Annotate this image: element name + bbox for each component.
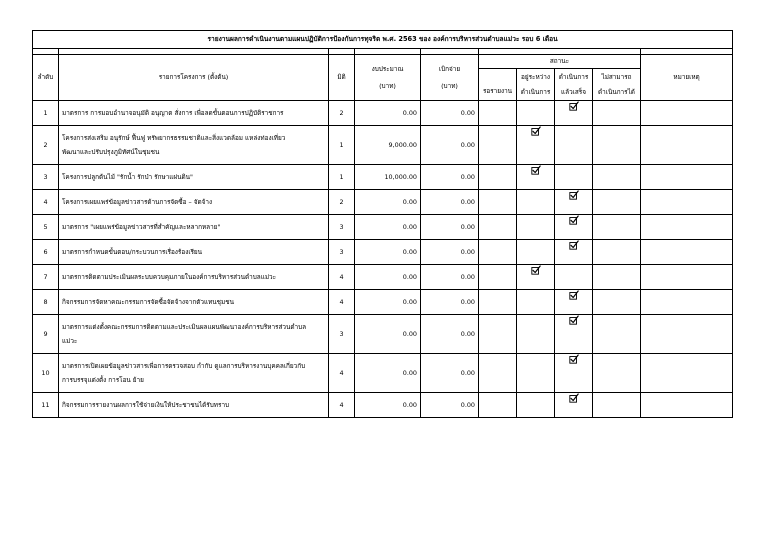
header-status-in-progress-line2: ดำเนินการ bbox=[520, 87, 551, 96]
row-dimension: 4 bbox=[329, 265, 355, 290]
row-project-line1: มาตรการ "เผยแพร่ข้อมูลข่าวสารที่สำคัญและหลากหลาย" bbox=[62, 222, 221, 231]
header-status-unable bbox=[593, 69, 641, 101]
row-budget: 9,000.00 bbox=[355, 126, 421, 165]
row-order: 10 bbox=[33, 354, 59, 393]
header-budget-line2: (บาท) bbox=[379, 81, 396, 90]
row-project bbox=[59, 240, 329, 265]
status-unable-cell bbox=[593, 265, 641, 290]
status-waiting-cell bbox=[479, 215, 517, 240]
table-row bbox=[33, 165, 733, 190]
header-status-in-progress bbox=[517, 69, 555, 101]
table-row bbox=[33, 290, 733, 315]
status-done-cell bbox=[555, 126, 593, 165]
row-budget: 0.00 bbox=[355, 101, 421, 126]
status-in-progress-cell bbox=[517, 354, 555, 393]
checkbox-checked-icon bbox=[569, 397, 579, 405]
checkbox-checked-icon bbox=[531, 169, 541, 177]
row-dimension: 4 bbox=[329, 393, 355, 418]
row-project-line1: กิจกรรมการจัดหาคณะกรรมการจัดซื้อจัดจ้างจากตัวแทนชุมชน bbox=[62, 297, 234, 306]
row-project bbox=[59, 354, 329, 393]
checkbox-checked-icon bbox=[569, 105, 579, 113]
status-unable-cell bbox=[593, 240, 641, 265]
row-project bbox=[59, 215, 329, 240]
row-budget: 0.00 bbox=[355, 265, 421, 290]
status-waiting-cell bbox=[479, 165, 517, 190]
table-row bbox=[33, 126, 733, 165]
status-in-progress-cell bbox=[517, 190, 555, 215]
status-in-progress-cell bbox=[517, 101, 555, 126]
report-table bbox=[32, 30, 733, 418]
row-order: 6 bbox=[33, 240, 59, 265]
table-row bbox=[33, 265, 733, 290]
status-waiting-cell bbox=[479, 290, 517, 315]
status-done-cell bbox=[555, 315, 593, 354]
row-remarks bbox=[641, 101, 733, 126]
header-budget bbox=[355, 55, 421, 101]
row-spent: 0.00 bbox=[421, 315, 479, 354]
status-done-cell bbox=[555, 215, 593, 240]
status-done-cell bbox=[555, 265, 593, 290]
status-unable-cell bbox=[593, 290, 641, 315]
row-budget: 0.00 bbox=[355, 315, 421, 354]
row-spent: 0.00 bbox=[421, 190, 479, 215]
row-dimension: 1 bbox=[329, 165, 355, 190]
header-project: รายการโครงการ (ตั้งต้น) bbox=[59, 55, 329, 101]
table-row bbox=[33, 354, 733, 393]
row-spent: 0.00 bbox=[421, 290, 479, 315]
row-remarks bbox=[641, 393, 733, 418]
table-row bbox=[33, 393, 733, 418]
row-remarks bbox=[641, 126, 733, 165]
row-budget: 0.00 bbox=[355, 354, 421, 393]
row-order: 8 bbox=[33, 290, 59, 315]
header-order: ลำดับ bbox=[33, 55, 59, 101]
status-in-progress-cell bbox=[517, 126, 555, 165]
status-waiting-cell bbox=[479, 240, 517, 265]
header-status-in-progress-line1: อยู่ระหว่าง bbox=[521, 72, 550, 81]
row-project-line2: การบรรจุแต่งตั้ง การโอน ย้าย bbox=[62, 375, 144, 384]
row-remarks bbox=[641, 190, 733, 215]
status-waiting-cell bbox=[479, 101, 517, 126]
row-remarks bbox=[641, 315, 733, 354]
row-order: 11 bbox=[33, 393, 59, 418]
row-budget: 0.00 bbox=[355, 290, 421, 315]
status-unable-cell bbox=[593, 190, 641, 215]
header-remarks: หมายเหตุ bbox=[641, 55, 733, 101]
status-unable-cell bbox=[593, 126, 641, 165]
status-waiting-cell bbox=[479, 265, 517, 290]
row-spent: 0.00 bbox=[421, 240, 479, 265]
status-waiting-cell bbox=[479, 354, 517, 393]
table-row bbox=[33, 101, 733, 126]
header-spent-line2: (บาท) bbox=[441, 81, 458, 90]
row-project-line2: พัฒนาและปรับปรุงภูมิทัศน์ในชุมชน bbox=[62, 147, 160, 156]
report-body bbox=[33, 101, 733, 418]
row-dimension: 3 bbox=[329, 215, 355, 240]
status-done-cell bbox=[555, 393, 593, 418]
table-row bbox=[33, 190, 733, 215]
header-status-unable-line2: ดำเนินการได้ bbox=[598, 87, 635, 96]
status-in-progress-cell bbox=[517, 240, 555, 265]
checkbox-checked-icon bbox=[569, 194, 579, 202]
row-dimension: 1 bbox=[329, 126, 355, 165]
row-remarks bbox=[641, 215, 733, 240]
row-spent: 0.00 bbox=[421, 354, 479, 393]
row-dimension: 2 bbox=[329, 101, 355, 126]
row-project-line2: แม่วะ bbox=[62, 336, 78, 345]
header-status-done-line2: แล้วเสร็จ bbox=[561, 87, 586, 96]
status-unable-cell bbox=[593, 354, 641, 393]
status-in-progress-cell bbox=[517, 265, 555, 290]
row-order: 5 bbox=[33, 215, 59, 240]
checkbox-checked-icon bbox=[569, 244, 579, 252]
header-status-done-line1: ดำเนินการ bbox=[558, 72, 589, 81]
row-project bbox=[59, 265, 329, 290]
row-spent: 0.00 bbox=[421, 165, 479, 190]
row-project bbox=[59, 126, 329, 165]
row-remarks bbox=[641, 265, 733, 290]
row-project-line1: โครงการเผยแพร่ข้อมูลข่าวสารด้านการจัดซื้อ – จัดจ้าง bbox=[62, 197, 213, 206]
table-row bbox=[33, 315, 733, 354]
status-unable-cell bbox=[593, 315, 641, 354]
row-spent: 0.00 bbox=[421, 215, 479, 240]
row-project-line1: มาตรการ การมอบอำนาจอนุมัติ อนุญาต สั่งการ เพื่อลดขั้นตอนการปฏิบัติราชการ bbox=[62, 108, 284, 117]
row-budget: 0.00 bbox=[355, 190, 421, 215]
row-project-line1: โครงการส่งเสริม อนุรักษ์ ฟื้นฟู ทรัพยากรธรรมชาติและสิ่งแวดล้อม แหล่งท่องเที่ยว bbox=[62, 133, 286, 142]
row-budget: 0.00 bbox=[355, 215, 421, 240]
checkbox-checked-icon bbox=[531, 269, 541, 277]
checkbox-checked-icon bbox=[569, 294, 579, 302]
table-row bbox=[33, 215, 733, 240]
row-dimension: 4 bbox=[329, 354, 355, 393]
header-status: สถานะ bbox=[479, 55, 641, 69]
report-title: รายงานผลการดำเนินงานตามแผนปฏิบัติการป้องกันการทุจริต พ.ศ. 2563 ของ องค์การบริหารส่วนตำบลแม่วะ รอบ 6 เดือน bbox=[33, 31, 733, 49]
status-in-progress-cell bbox=[517, 290, 555, 315]
row-dimension: 3 bbox=[329, 315, 355, 354]
row-project bbox=[59, 315, 329, 354]
status-done-cell bbox=[555, 101, 593, 126]
checkbox-checked-icon bbox=[569, 319, 579, 327]
status-unable-cell bbox=[593, 165, 641, 190]
row-remarks bbox=[641, 354, 733, 393]
status-waiting-cell bbox=[479, 393, 517, 418]
row-dimension: 2 bbox=[329, 190, 355, 215]
header-status-unable-line1: ไม่สามารถ bbox=[601, 72, 632, 81]
row-remarks bbox=[641, 240, 733, 265]
header-status-waiting: รอรายงาน bbox=[479, 69, 517, 101]
status-done-cell bbox=[555, 190, 593, 215]
row-remarks bbox=[641, 290, 733, 315]
row-remarks bbox=[641, 165, 733, 190]
checkbox-checked-icon bbox=[569, 358, 579, 366]
row-project-line1: มาตรการแต่งตั้งคณะกรรมการติดตามและประเมินผลแผนพัฒนาองค์การบริหารส่วนตำบล bbox=[62, 322, 307, 331]
header-spent bbox=[421, 55, 479, 101]
row-project bbox=[59, 165, 329, 190]
checkbox-checked-icon bbox=[569, 219, 579, 227]
header-spent-line1: เบิกจ่าย bbox=[438, 64, 461, 73]
row-budget: 10,000.00 bbox=[355, 165, 421, 190]
row-dimension: 4 bbox=[329, 290, 355, 315]
status-done-cell bbox=[555, 290, 593, 315]
row-order: 1 bbox=[33, 101, 59, 126]
row-project-line1: โครงการปลูกต้นไม้ "รักน้ำ รักป่า รักษาแผ่นดิน" bbox=[62, 172, 193, 181]
row-dimension: 3 bbox=[329, 240, 355, 265]
status-unable-cell bbox=[593, 393, 641, 418]
header-status-done bbox=[555, 69, 593, 101]
status-waiting-cell bbox=[479, 315, 517, 354]
status-in-progress-cell bbox=[517, 215, 555, 240]
status-waiting-cell bbox=[479, 190, 517, 215]
status-unable-cell bbox=[593, 215, 641, 240]
status-in-progress-cell bbox=[517, 165, 555, 190]
header-dimension: มิติ bbox=[329, 55, 355, 101]
checkbox-checked-icon bbox=[531, 130, 541, 138]
status-in-progress-cell bbox=[517, 315, 555, 354]
status-done-cell bbox=[555, 165, 593, 190]
status-in-progress-cell bbox=[517, 393, 555, 418]
row-project-line1: มาตรการเปิดเผยข้อมูลข่าวสารเพื่อการตรวจสอบ กำกับ ดูแลการบริหารงานบุคคลเกี่ยวกับ bbox=[62, 361, 306, 370]
status-done-cell bbox=[555, 354, 593, 393]
row-project-line1: กิจกรรมการรายงานผลการใช้จ่ายเงินให้ประชาชนได้รับทราบ bbox=[62, 400, 230, 409]
row-project bbox=[59, 101, 329, 126]
row-order: 9 bbox=[33, 315, 59, 354]
row-order: 2 bbox=[33, 126, 59, 165]
status-waiting-cell bbox=[479, 126, 517, 165]
table-row bbox=[33, 240, 733, 265]
row-budget: 0.00 bbox=[355, 393, 421, 418]
row-project bbox=[59, 190, 329, 215]
row-order: 7 bbox=[33, 265, 59, 290]
row-project bbox=[59, 290, 329, 315]
status-done-cell bbox=[555, 240, 593, 265]
row-spent: 0.00 bbox=[421, 101, 479, 126]
row-order: 4 bbox=[33, 190, 59, 215]
row-order: 3 bbox=[33, 165, 59, 190]
row-spent: 0.00 bbox=[421, 126, 479, 165]
row-project bbox=[59, 393, 329, 418]
row-budget: 0.00 bbox=[355, 240, 421, 265]
row-project-line1: มาตรการกำหนดขั้นตอน/กระบวนการเรื่องร้องเรียน bbox=[62, 247, 203, 256]
row-project-line1: มาตรการติดตามประเมินผลระบบควบคุมภายในองค์การบริหารส่วนตำบลแม่วะ bbox=[62, 272, 277, 281]
row-spent: 0.00 bbox=[421, 265, 479, 290]
row-spent: 0.00 bbox=[421, 393, 479, 418]
header-budget-line1: งบประมาณ bbox=[371, 64, 404, 73]
status-unable-cell bbox=[593, 101, 641, 126]
